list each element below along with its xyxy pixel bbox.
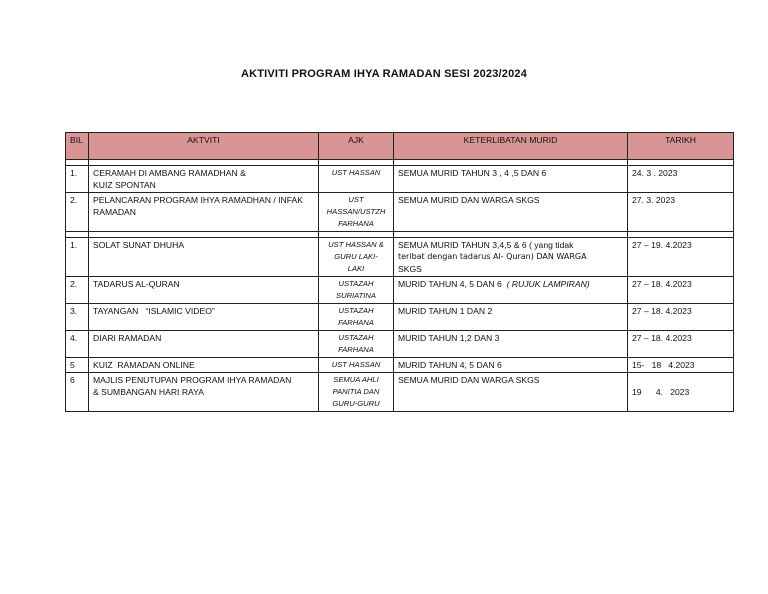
- header-bil: BIL: [66, 133, 89, 160]
- cell-aktiviti: [89, 166, 319, 193]
- cell-murid-line: SEMUA MURID DAN WARGA SKGS: [398, 195, 540, 205]
- cell-murid-note: ( RUJUK LAMPIRAN): [506, 279, 590, 289]
- cell-tarikh: 27 – 19. 4.2023: [628, 238, 734, 277]
- cell-murid-line: SEMUA MURID TAHUN 3 , 4 ,5 DAN 6: [398, 168, 547, 178]
- cell-ajk-line: USTAZAH: [338, 306, 374, 315]
- cell-ajk: [319, 358, 394, 373]
- header-ajk: AJK: [319, 133, 394, 160]
- cell-murid-line: MURID TAHUN 1 DAN 2: [398, 306, 493, 316]
- cell-tarikh: 27 – 18. 4.2023: [628, 304, 734, 331]
- cell-murid-line: SEMUA MURID DAN WARGA SKGS: [398, 375, 540, 385]
- cell-ajk: [319, 277, 394, 304]
- cell-aktiviti: [89, 373, 319, 412]
- cell-bil: 4.: [66, 331, 89, 358]
- cell-aktiviti-line: DIARI RAMADAN: [93, 333, 162, 343]
- cell-murid: [394, 373, 628, 412]
- program-table: [65, 132, 734, 412]
- cell-bil: 2.: [66, 277, 89, 304]
- cell-ajk-line: GURU-GURU: [332, 399, 380, 408]
- cell-ajk-line: PANITIA DAN: [332, 387, 380, 396]
- cell-ajk: [319, 373, 394, 412]
- cell-ajk-line: LAKI: [347, 264, 365, 273]
- table-row: [66, 304, 734, 331]
- cell-aktiviti-line: KUIZ SPONTAN: [93, 180, 156, 190]
- cell-aktiviti: [89, 304, 319, 331]
- table-row: [66, 373, 734, 412]
- cell-aktiviti-line: KUIZ RAMADAN ONLINE: [93, 360, 195, 370]
- cell-ajk-line: UST HASSAN: [331, 168, 381, 177]
- cell-ajk: [319, 331, 394, 358]
- cell-aktiviti: [89, 358, 319, 373]
- cell-murid: [394, 193, 628, 232]
- cell-ajk-line: FARHANA: [338, 345, 374, 354]
- cell-ajk-line: SURIATINA: [336, 291, 376, 300]
- table-header-row: [66, 133, 734, 160]
- cell-ajk-line: UST HASSAN: [331, 360, 381, 369]
- table-row: [66, 331, 734, 358]
- table-row: [66, 166, 734, 193]
- cell-aktiviti-line: PELANCARAN PROGRAM IHYA RAMADHAN / INFAK: [93, 195, 303, 205]
- cell-aktiviti-line: CERAMAH DI AMBANG RAMADHAN &: [93, 168, 246, 178]
- cell-tarikh: 27 – 18. 4.2023: [628, 277, 734, 304]
- header-tarikh: TARIKH: [628, 133, 734, 160]
- cell-tarikh: 19 4. 2023: [628, 373, 734, 412]
- cell-murid: [394, 304, 628, 331]
- cell-murid: [394, 238, 628, 277]
- cell-aktiviti: [89, 193, 319, 232]
- cell-aktiviti: [89, 277, 319, 304]
- cell-ajk: [319, 193, 394, 232]
- cell-ajk-line: USTAZAH: [338, 333, 374, 342]
- cell-murid: [394, 331, 628, 358]
- cell-bil: 1.: [66, 238, 89, 277]
- cell-ajk-line: HASSAN/USTZH: [326, 207, 386, 216]
- cell-ajk: [319, 166, 394, 193]
- cell-murid-line: teribat dengan tadarus Al- Quran) DAN WARGA: [398, 252, 587, 261]
- cell-murid: [394, 166, 628, 193]
- cell-bil: 5: [66, 358, 89, 373]
- header-aktiviti: AKTVITI: [89, 133, 319, 160]
- table-row: [66, 238, 734, 277]
- cell-aktiviti: [89, 331, 319, 358]
- cell-aktiviti-line: RAMADAN: [93, 207, 136, 217]
- cell-murid-text: MURID TAHUN 4, 5 DAN 6: [398, 279, 507, 289]
- cell-ajk: [319, 238, 394, 277]
- cell-aktiviti-line: & SUMBANGAN HARI RAYA: [93, 387, 204, 397]
- cell-aktiviti-line: TADARUS AL-QURAN: [93, 279, 180, 289]
- cell-bil: 3.: [66, 304, 89, 331]
- cell-bil: 6: [66, 373, 89, 412]
- cell-ajk-line: GURU LAKI-: [334, 252, 378, 261]
- cell-aktiviti-line: SOLAT SUNAT DHUHA: [93, 240, 185, 250]
- cell-murid-line: SKGS: [398, 264, 422, 274]
- page-title: AKTIVITI PROGRAM IHYA RAMADAN SESI 2023/2024: [240, 68, 528, 80]
- cell-bil: 2.: [66, 193, 89, 232]
- cell-ajk-line: FARHANA: [338, 318, 374, 327]
- cell-bil: 1.: [66, 166, 89, 193]
- table-row: [66, 193, 734, 232]
- cell-tarikh: 27 – 18. 4.2023: [628, 331, 734, 358]
- cell-murid-line: SEMUA MURID TAHUN 3,4,5 & 6 ( yang tidak: [398, 240, 574, 250]
- header-keterlibatan-murid: KETERLIBATAN MURID: [394, 133, 628, 160]
- cell-tarikh: 27. 3. 2023: [628, 193, 734, 232]
- cell-ajk-line: USTAZAH: [338, 279, 374, 288]
- cell-tarikh: 24. 3 . 2023: [628, 166, 734, 193]
- cell-tarikh: 15- 18 4.2023: [628, 358, 734, 373]
- cell-murid: [394, 358, 628, 373]
- cell-murid-line: MURID TAHUN 4, 5 DAN 6: [398, 360, 502, 370]
- cell-murid: [394, 277, 628, 304]
- cell-ajk-line: UST: [348, 195, 364, 204]
- cell-aktiviti-line: TAYANGAN “ISLAMIC VIDEO”: [93, 306, 215, 316]
- cell-ajk-line: SEMUA AHLI: [333, 375, 379, 384]
- table-row: [66, 358, 734, 373]
- cell-aktiviti: [89, 238, 319, 277]
- cell-aktiviti-line: MAJLIS PENUTUPAN PROGRAM IHYA RAMADAN: [93, 375, 292, 385]
- table-row: [66, 277, 734, 304]
- cell-ajk-line: FARHANA: [338, 219, 374, 228]
- cell-ajk-line: UST HASSAN &: [328, 240, 384, 249]
- cell-ajk: [319, 304, 394, 331]
- cell-murid-line: MURID TAHUN 1,2 DAN 3: [398, 333, 500, 343]
